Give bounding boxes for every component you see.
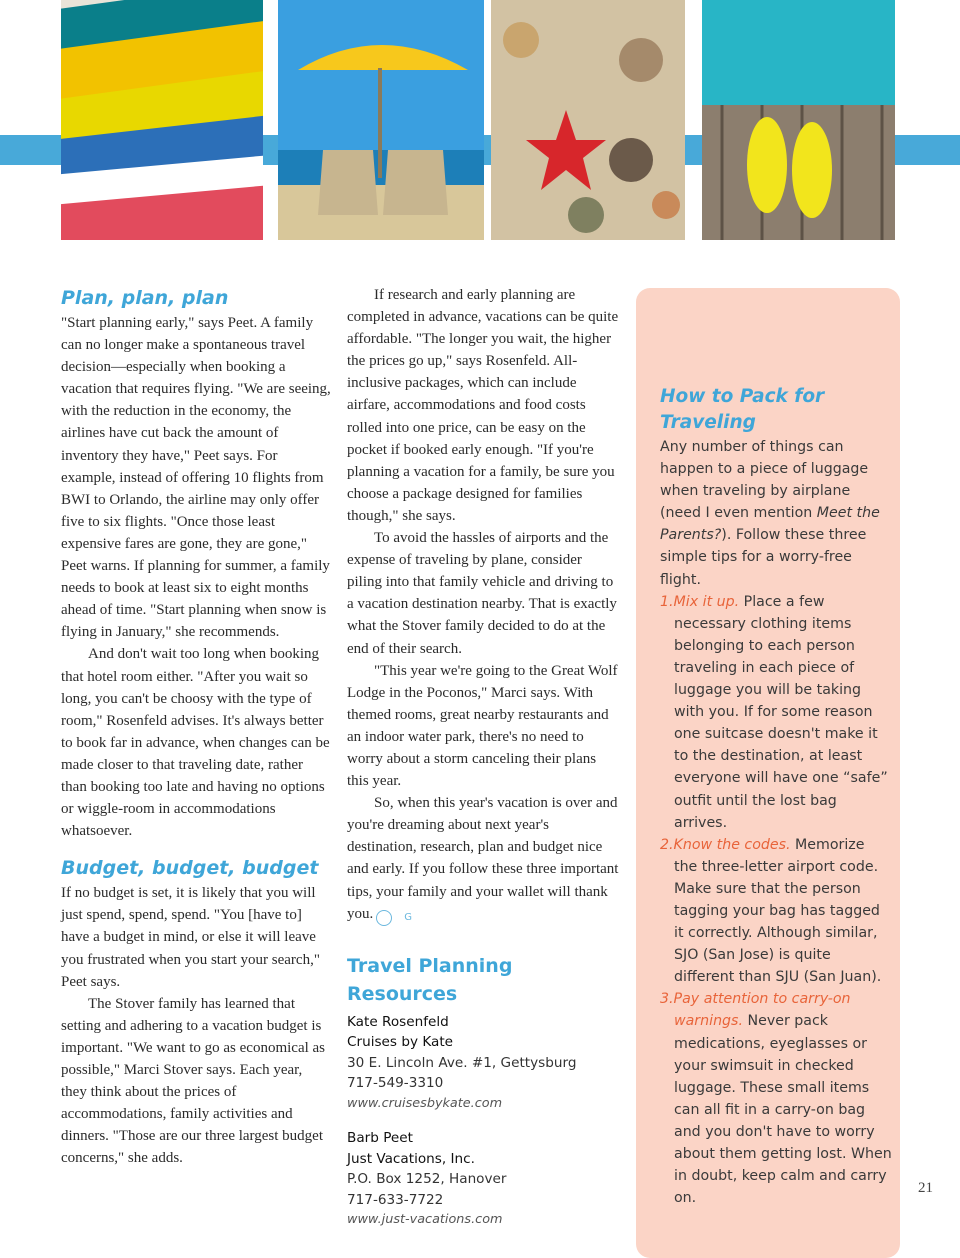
tip-3-lead: Pay attention to carry-on warnings. [673, 991, 851, 1030]
paragraph-col2-4 [347, 792, 619, 925]
tip-2 [660, 834, 892, 989]
paragraph-budget-1: If no budget is set, it is likely that you will just spend, spend, spend. "You [have to] have a budget in mind, or else it will leave you frustrated when you start your search," Peet says. [61, 885, 320, 990]
resource-1-url[interactable]: www.cruisesbykate.com [347, 1095, 503, 1111]
resource-1-phone: 717-549-3310 [347, 1075, 444, 1092]
sidebar-intro [660, 436, 892, 591]
tip-3-text: Never pack medications, eyeglasses or your swimsuit in checked luggage. These small items can all fit in a carry-on bag and you don't have to worry about them getting lost. When in doubt, keep calm and carry on. [674, 1013, 892, 1207]
tip-1 [660, 591, 892, 834]
resource-block-1 [347, 1012, 619, 1231]
sidebar-intro-movie: Meet the Parents? [660, 505, 880, 544]
resource-2-phone: 717-633-7722 [347, 1191, 444, 1208]
resource-1-address: 30 E. Lincoln Ave. #1, Gettysburg [347, 1054, 577, 1071]
page-number: 21 [918, 1180, 933, 1196]
tip-2-text: Memorize the three-letter airport code. Make sure that the person tagging your bag has tagged it correctly. Although similar, SJO (San Jose) is quite different than SJU (San Juan). [674, 836, 882, 986]
heading-budget: Budget, budget, budget [61, 857, 319, 880]
tip-3-number: 3. [660, 991, 674, 1008]
article-column-1 [61, 284, 331, 1169]
paragraph-col2-2: To avoid the hassles of airports and the expense of traveling by plane, consider piling into that family vehicle and driving to a vacation destination nearby. That is exactly what the Stover family decided to do at the end of their search. [347, 530, 617, 657]
tip-2-lead: Know the codes. [673, 836, 791, 853]
sidebar-title: How to Pack for Traveling [660, 386, 825, 433]
tip-1-lead: Mix it up. [673, 593, 740, 610]
paragraph-plan-1: "Start planning early," says Peet. A family can no longer make a spontaneous travel decision—especially when booking a vacation that requires flying. "We are seeing, with the reduction in the economy, the airlines have cut back the amount of inventory they have," Peet says. For example, instead of offering 10 flights from BWI to Orlando, the airline may only offer five to six flights. "Once those least expensive fares are gone, they are gone," Peet warns. If planning for summer, a family needs to book at least six to eight months ahead of time. "Start planning when snow is flying in January," she recommends. [61, 315, 331, 641]
tip-1-text: Place a few necessary clothing items belonging to each person traveling in each piece of luggage you will be taking with you. If for some reason one suitcase doesn't make it to the destination, at least everyone will have one “safe” outfit until the lost bag arrives. [674, 593, 888, 831]
paragraph-budget-2: The Stover family has learned that setting and adhering to a vacation budget is important. "We want to go as economical as possible," Marci Stover says. Each year, they think about the prices of accommodations, family activities and dinners. "Those are our three largest budget concerns," she adds. [61, 995, 326, 1167]
sidebar-intro-a: Any number of things can happen to a piece of luggage when traveling by airplane (need I even mention [660, 439, 869, 522]
resource-1-name: Kate Rosenfeld [347, 1013, 449, 1030]
flip-flops-dock-photo [702, 0, 895, 240]
tip-2-number: 2. [660, 836, 674, 853]
paragraph-col2-4-text: So, when this year's vacation is over and you're dreaming about next year's destination, research, plan and budget nice and early. If you follow these three important tips, your family and your wallet will thank you. [347, 795, 619, 922]
resource-2-name: Barb Peet [347, 1130, 413, 1147]
paragraph-col2-1: If research and early planning are completed in advance, vacations can be quite affordable. "The longer you wait, the higher the prices go up," says Rosenfeld. All-inclusive packages, which can include airfare, accommodations and food costs rolled into one price, can be easy on the pocket if booked early enough. "If you're planning a vacation for a family, be sure you choose a package designed for families though," she says. [347, 287, 619, 524]
resource-2-url[interactable]: www.just-vacations.com [347, 1212, 503, 1228]
heading-plan: Plan, plan, plan [61, 287, 229, 309]
paragraph-col2-3: "This year we're going to the Great Wolf Lodge in the Poconos," Marci says. With themed rooms, great nearby restaurants and an indoor water park, there's no need to worry about a storm canceling their plans this year. [347, 662, 618, 790]
beach-umbrella-chairs-photo [278, 0, 484, 240]
end-mark-icon: G [376, 910, 392, 926]
resources-heading: Travel Planning Resources [347, 954, 513, 1005]
sidebar-intro-b: ). Follow these three simple tips for a worry-free flight. [660, 527, 867, 588]
resource-1-company: Cruises by Kate [347, 1034, 454, 1051]
paragraph-plan-2: And don't wait too long when booking that hotel room either. "After you wait so long, you can't be choosy with the type of room," Rosenfeld advises. It's always better to book far in advance, when changes can be made closer to that traveling date, rather than booking too late and having no options or wiggle-room in accommodations whatsoever. [61, 646, 330, 840]
packing-tips-sidebar [636, 288, 900, 1258]
kayaks-photo [61, 0, 263, 240]
resource-2-company: Just Vacations, Inc. [347, 1150, 475, 1167]
resource-2-address: P.O. Box 1252, Hanover [347, 1171, 507, 1188]
tip-1-number: 1. [660, 593, 674, 610]
starfish-shells-photo [491, 0, 685, 240]
sidebar-content [660, 384, 892, 1209]
tip-3 [660, 988, 892, 1209]
article-column-2 [347, 284, 619, 1231]
